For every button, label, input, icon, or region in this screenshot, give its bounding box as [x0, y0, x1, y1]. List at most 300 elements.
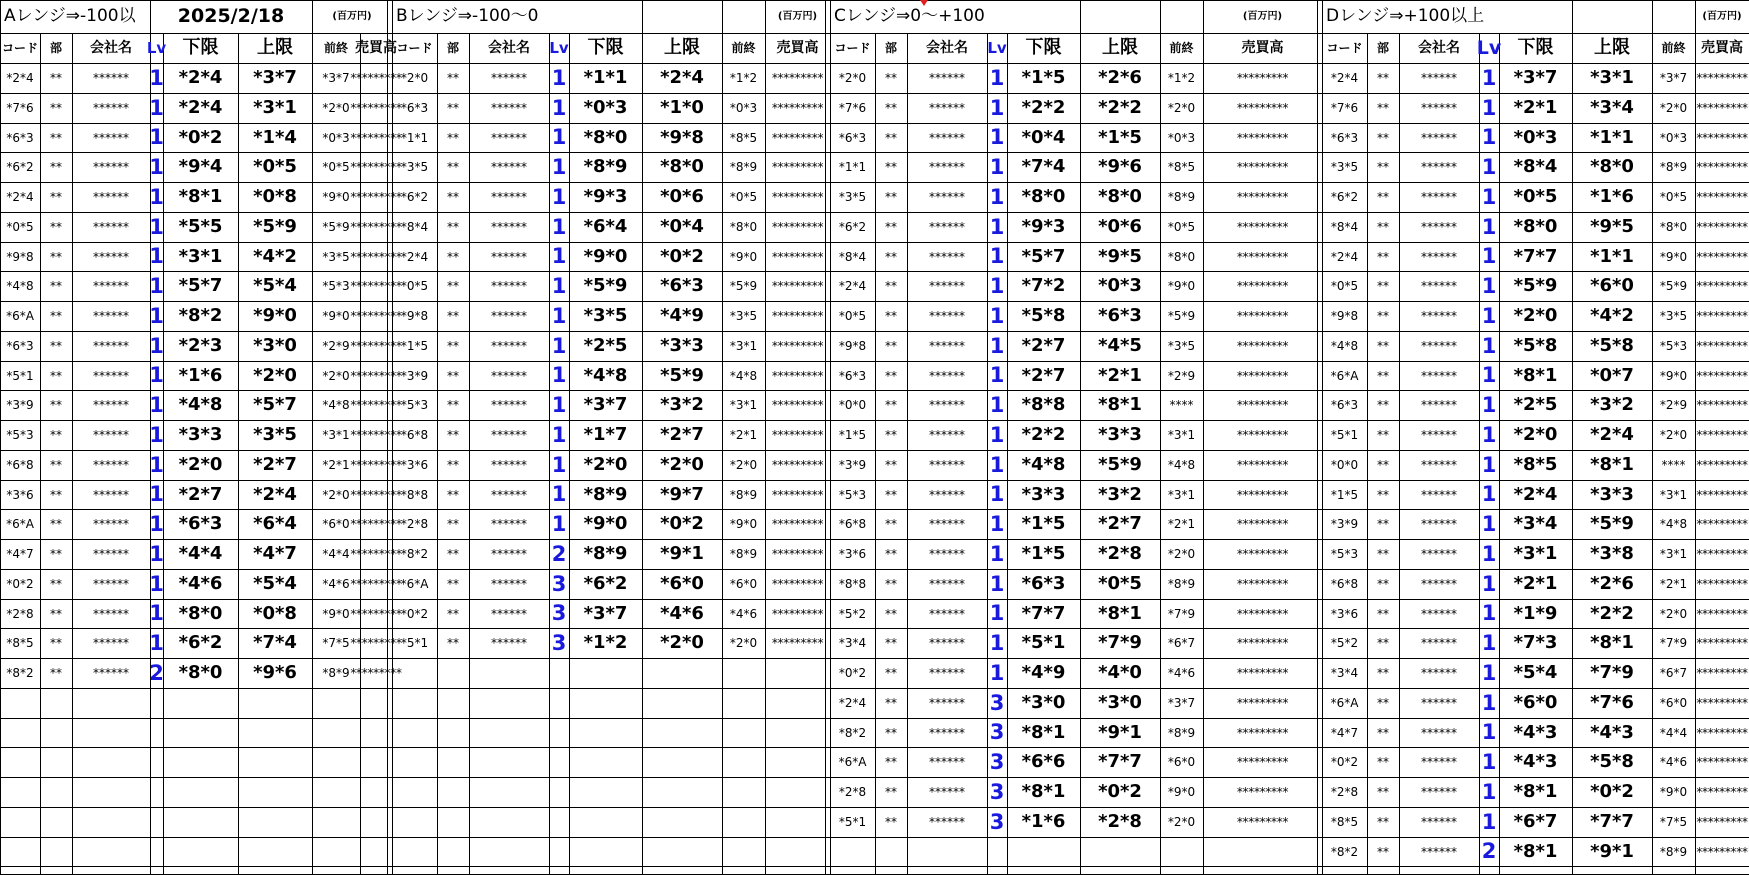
cell-upper[interactable]: *9*8: [660, 126, 704, 148]
cell-volume[interactable]: *********: [771, 101, 824, 115]
cell-bu[interactable]: **: [50, 428, 62, 442]
cell-bu[interactable]: **: [447, 249, 459, 264]
cell-company[interactable]: ******: [93, 309, 129, 323]
cell-lv[interactable]: 1: [551, 154, 567, 179]
cell-volume[interactable]: *********: [1696, 339, 1748, 353]
cell-company[interactable]: ******: [1421, 487, 1457, 502]
cell-lower[interactable]: *4*3: [1513, 751, 1558, 772]
cell-code[interactable]: *5*3: [1330, 547, 1359, 561]
cell-prev-close[interactable]: *8*9: [1167, 190, 1196, 204]
cell-lower[interactable]: *1*5: [1021, 513, 1066, 534]
cell-company[interactable]: ******: [491, 249, 527, 264]
header-upper[interactable]: 上限: [1594, 37, 1630, 58]
cell-company[interactable]: ******: [93, 636, 129, 650]
cell-lower[interactable]: *8*0: [1513, 216, 1558, 237]
cell-lv[interactable]: 1: [551, 95, 567, 120]
cell-company[interactable]: ******: [93, 577, 129, 591]
cell-upper[interactable]: *2*1: [1098, 364, 1142, 386]
cell-volume[interactable]: *********: [1236, 368, 1289, 383]
cell-lv[interactable]: 1: [551, 511, 567, 536]
cell-lower[interactable]: *6*3: [178, 513, 223, 534]
cell-upper[interactable]: *9*5: [1098, 245, 1142, 267]
cell-bu[interactable]: **: [1377, 249, 1389, 264]
cell-company[interactable]: ******: [491, 458, 527, 472]
cell-volume[interactable]: *********: [771, 487, 824, 502]
cell-upper[interactable]: *3*1: [253, 97, 297, 118]
cell-prev-close[interactable]: *8*9: [322, 666, 350, 680]
cell-upper[interactable]: *0*2: [660, 245, 704, 267]
cell-volume[interactable]: *********: [1696, 279, 1748, 293]
cell-bu[interactable]: **: [1377, 130, 1389, 145]
cell-lower[interactable]: *3*3: [178, 424, 223, 445]
cell-lv[interactable]: 3: [989, 779, 1005, 804]
cell-prev-close[interactable]: *4*6: [1659, 755, 1688, 769]
cell-prev-close[interactable]: *7*5: [322, 636, 350, 650]
cell-lower[interactable]: *8*0: [583, 126, 628, 148]
cell-lower[interactable]: *8*5: [1513, 454, 1558, 475]
unit-label-a[interactable]: (百万円): [332, 10, 372, 22]
cell-lower[interactable]: *8*1: [1513, 781, 1558, 802]
cell-upper[interactable]: *5*9: [1590, 513, 1634, 534]
cell-lower[interactable]: *4*8: [1021, 454, 1066, 475]
cell-volume[interactable]: *********: [771, 547, 824, 561]
cell-code[interactable]: *3*9: [6, 398, 34, 412]
cell-lv[interactable]: 1: [149, 244, 164, 268]
cell-prev-close[interactable]: *9*0: [1167, 785, 1196, 799]
header-bu[interactable]: 部: [446, 41, 459, 55]
cell-company[interactable]: ******: [1421, 249, 1457, 264]
cell-lower[interactable]: *1*9: [1513, 602, 1558, 624]
cell-prev-close[interactable]: *6*0: [729, 577, 758, 591]
cell-volume[interactable]: *********: [1236, 398, 1289, 412]
cell-company[interactable]: ******: [1421, 785, 1457, 799]
cell-code[interactable]: *3*6: [838, 547, 867, 561]
cell-upper[interactable]: *5*8: [1590, 751, 1634, 772]
cell-prev-close[interactable]: *9*0: [1167, 279, 1196, 293]
cell-upper[interactable]: *6*4: [253, 513, 297, 534]
cell-bu[interactable]: **: [885, 577, 897, 591]
cell-lv[interactable]: 1: [551, 244, 567, 268]
cell-lower[interactable]: *5*9: [1513, 275, 1558, 296]
cell-prev-close[interactable]: *2*9: [322, 339, 350, 353]
cell-bu[interactable]: **: [447, 577, 459, 591]
cell-upper[interactable]: *2*6: [1590, 573, 1634, 594]
cell-code[interactable]: *2*8: [1330, 785, 1359, 799]
cell-company[interactable]: ******: [491, 487, 527, 502]
cell-bu[interactable]: **: [1377, 785, 1389, 799]
cell-upper[interactable]: *5*4: [253, 573, 297, 594]
cell-code[interactable]: *2*4: [1330, 71, 1359, 85]
cell-bu[interactable]: **: [885, 815, 897, 829]
cell-code[interactable]: *6*3: [400, 101, 429, 115]
header-volume[interactable]: 売買高: [776, 40, 819, 56]
cell-upper[interactable]: *9*0: [253, 305, 297, 326]
cell-lower[interactable]: *1*6: [1021, 811, 1066, 832]
cell-lv[interactable]: 1: [149, 154, 164, 179]
cell-lv[interactable]: 1: [1481, 392, 1497, 417]
cell-code[interactable]: *8*2: [1330, 844, 1359, 859]
cell-bu[interactable]: **: [50, 339, 62, 353]
cell-code[interactable]: *5*3: [400, 398, 429, 412]
cell-lv[interactable]: 1: [1481, 303, 1497, 328]
cell-company[interactable]: ******: [1421, 666, 1457, 680]
cell-code[interactable]: *3*9: [400, 368, 429, 383]
cell-volume[interactable]: *********: [1696, 725, 1748, 740]
cell-bu[interactable]: **: [1377, 279, 1389, 293]
header-code[interactable]: コード: [1326, 41, 1363, 55]
cell-upper[interactable]: *7*9: [1590, 662, 1634, 683]
cell-prev-close[interactable]: *2*9: [1167, 368, 1196, 383]
cell-bu[interactable]: **: [1377, 398, 1389, 412]
cell-code[interactable]: *4*7: [6, 547, 34, 561]
cell-prev-close[interactable]: *6*0: [322, 517, 350, 531]
cell-upper[interactable]: *3*8: [1590, 543, 1634, 564]
cell-company[interactable]: ******: [491, 101, 527, 115]
cell-bu[interactable]: **: [885, 458, 897, 472]
cell-company[interactable]: ******: [929, 101, 965, 115]
header-upper[interactable]: 上限: [1102, 37, 1138, 58]
cell-code[interactable]: *5*3: [838, 487, 867, 502]
cell-prev-close[interactable]: *2*0: [729, 458, 758, 472]
cell-prev-close[interactable]: *6*7: [1167, 636, 1196, 650]
cell-lower[interactable]: *1*1: [583, 67, 628, 88]
cell-prev-close[interactable]: *2*0: [322, 101, 350, 115]
cell-prev-close[interactable]: *3*5: [1659, 309, 1688, 323]
cell-bu[interactable]: **: [885, 398, 897, 412]
header-code[interactable]: コード: [834, 41, 871, 55]
cell-lower[interactable]: *7*4: [1021, 156, 1066, 177]
header-lower[interactable]: 下限: [1025, 37, 1062, 58]
cell-lv[interactable]: 1: [1481, 541, 1497, 566]
cell-bu[interactable]: **: [1377, 428, 1389, 442]
cell-code[interactable]: *5*1: [6, 368, 34, 383]
cell-lower[interactable]: *3*7: [583, 394, 628, 415]
cell-company[interactable]: ******: [929, 696, 965, 710]
cell-volume[interactable]: *********: [771, 636, 824, 650]
cell-upper[interactable]: *2*6: [1098, 67, 1142, 88]
cell-prev-close[interactable]: *0*3: [322, 130, 350, 145]
cell-volume[interactable]: *********: [771, 339, 824, 353]
cell-upper[interactable]: *7*9: [1098, 632, 1142, 653]
cell-lv[interactable]: 1: [551, 452, 567, 477]
cell-lv[interactable]: 1: [551, 333, 567, 358]
cell-lower[interactable]: *6*3: [1021, 573, 1066, 594]
cell-bu[interactable]: **: [885, 101, 897, 115]
cell-company[interactable]: ******: [929, 636, 965, 650]
cell-code[interactable]: *4*8: [6, 279, 34, 293]
cell-code[interactable]: *6*2: [400, 190, 429, 204]
cell-upper[interactable]: *0*2: [660, 513, 704, 534]
cell-bu[interactable]: **: [50, 71, 62, 85]
cell-upper[interactable]: *0*4: [660, 216, 704, 237]
cell-volume[interactable]: *********: [350, 249, 402, 264]
cell-prev-close[interactable]: *7*5: [1659, 815, 1688, 829]
cell-volume[interactable]: *********: [1236, 487, 1289, 502]
cell-lv[interactable]: 1: [989, 214, 1005, 239]
cell-bu[interactable]: **: [1377, 160, 1389, 174]
cell-volume[interactable]: *********: [350, 309, 402, 323]
cell-prev-close[interactable]: *5*9: [1659, 279, 1688, 293]
cell-volume[interactable]: *********: [1696, 71, 1748, 85]
cell-lv[interactable]: 3: [551, 630, 567, 655]
cell-volume[interactable]: *********: [1696, 755, 1748, 769]
cell-upper[interactable]: *0*5: [1098, 573, 1142, 594]
header-lower[interactable]: 下限: [587, 37, 624, 58]
cell-volume[interactable]: *********: [771, 71, 824, 85]
cell-lv[interactable]: 3: [551, 571, 567, 596]
cell-volume[interactable]: *********: [1696, 101, 1748, 115]
cell-lv[interactable]: 1: [551, 392, 567, 417]
cell-lower[interactable]: *8*9: [583, 483, 628, 505]
cell-bu[interactable]: **: [50, 458, 62, 472]
cell-upper[interactable]: *3*0: [1098, 692, 1142, 713]
cell-upper[interactable]: *2*0: [660, 454, 704, 475]
cell-volume[interactable]: *********: [1696, 249, 1748, 264]
cell-upper[interactable]: *0*6: [660, 186, 704, 207]
cell-prev-close[interactable]: *4*6: [729, 606, 758, 621]
cell-volume[interactable]: *********: [1236, 577, 1289, 591]
cell-volume[interactable]: *********: [350, 398, 402, 412]
header-lv[interactable]: Lv: [1476, 36, 1502, 59]
cell-prev-close[interactable]: *2*1: [322, 458, 350, 472]
cell-upper[interactable]: *0*7: [1590, 364, 1634, 386]
cell-lv[interactable]: 1: [149, 571, 164, 596]
cell-code[interactable]: *2*8: [838, 785, 867, 799]
cell-volume[interactable]: *********: [1696, 160, 1748, 174]
cell-volume[interactable]: *********: [350, 130, 402, 145]
cell-bu[interactable]: **: [447, 190, 459, 204]
cell-prev-close[interactable]: *3*1: [1167, 428, 1196, 442]
cell-code[interactable]: *0*2: [400, 606, 429, 621]
cell-code[interactable]: *8*2: [838, 725, 867, 740]
cell-lv[interactable]: 1: [149, 125, 164, 149]
cell-prev-close[interactable]: *4*8: [1167, 458, 1196, 472]
cell-code[interactable]: *4*8: [1330, 339, 1359, 353]
cell-lower[interactable]: *8*2: [178, 305, 223, 326]
cell-lv[interactable]: 3: [989, 720, 1005, 744]
cell-bu[interactable]: **: [1377, 815, 1389, 829]
cell-upper[interactable]: *2*0: [253, 364, 297, 386]
cell-upper[interactable]: *5*9: [1098, 454, 1142, 475]
cell-prev-close[interactable]: *3*1: [1659, 547, 1688, 561]
cell-code[interactable]: *1*1: [838, 160, 867, 174]
cell-lv[interactable]: 1: [1481, 690, 1497, 715]
header-lv[interactable]: Lv: [146, 38, 167, 57]
cell-volume[interactable]: *********: [1236, 606, 1289, 621]
cell-volume[interactable]: *********: [350, 636, 402, 650]
cell-code[interactable]: *1*5: [1330, 487, 1359, 502]
cell-upper[interactable]: *9*1: [660, 543, 704, 564]
cell-code[interactable]: *0*2: [6, 577, 34, 591]
cell-company[interactable]: ******: [1421, 71, 1457, 85]
cell-code[interactable]: *3*6: [400, 458, 429, 472]
cell-company[interactable]: ******: [929, 428, 965, 442]
cell-prev-close[interactable]: *4*8: [322, 398, 350, 412]
cell-code[interactable]: *3*5: [1330, 160, 1359, 174]
cell-lv[interactable]: 1: [989, 630, 1005, 655]
cell-code[interactable]: *6*A: [838, 755, 867, 769]
cell-volume[interactable]: *********: [1696, 309, 1748, 323]
cell-code[interactable]: *5*3: [6, 428, 34, 442]
cell-lower[interactable]: *2*7: [1021, 335, 1066, 356]
cell-lower[interactable]: *9*3: [1021, 216, 1066, 237]
cell-company[interactable]: ******: [1421, 368, 1457, 383]
cell-company[interactable]: ******: [929, 517, 965, 531]
cell-bu[interactable]: **: [447, 547, 459, 561]
cell-company[interactable]: ******: [491, 398, 527, 412]
cell-lower[interactable]: *8*0: [178, 602, 223, 624]
cell-company[interactable]: ******: [93, 71, 129, 85]
cell-company[interactable]: ******: [929, 606, 965, 621]
cell-prev-close[interactable]: *5*9: [322, 220, 350, 234]
cell-volume[interactable]: *********: [771, 398, 824, 412]
header-bu[interactable]: 部: [1376, 41, 1389, 55]
cell-bu[interactable]: **: [447, 458, 459, 472]
cell-bu[interactable]: **: [50, 398, 62, 412]
cell-bu[interactable]: **: [1377, 190, 1389, 204]
cell-lower[interactable]: *2*1: [1513, 97, 1558, 118]
cell-upper[interactable]: *1*0: [660, 97, 704, 118]
cell-upper[interactable]: *7*7: [1098, 751, 1142, 772]
cell-lower[interactable]: *2*5: [1513, 394, 1558, 415]
cell-company[interactable]: ******: [1421, 101, 1457, 115]
cell-company[interactable]: ******: [1421, 636, 1457, 650]
cell-bu[interactable]: **: [50, 279, 62, 293]
cell-code[interactable]: *6*2: [1330, 190, 1359, 204]
cell-code[interactable]: *0*5: [400, 279, 429, 293]
cell-code[interactable]: *6*8: [400, 428, 429, 442]
cell-company[interactable]: ******: [929, 339, 965, 353]
cell-code[interactable]: *8*8: [838, 577, 867, 591]
cell-upper[interactable]: *2*7: [1098, 513, 1142, 534]
cell-lower[interactable]: *2*4: [178, 97, 223, 118]
cell-lower[interactable]: *8*9: [583, 156, 628, 177]
cell-bu[interactable]: **: [1377, 755, 1389, 769]
cell-bu[interactable]: **: [885, 428, 897, 442]
cell-lv[interactable]: 3: [989, 690, 1005, 715]
cell-company[interactable]: ******: [93, 547, 129, 561]
cell-lower[interactable]: *4*8: [178, 394, 223, 415]
cell-lower[interactable]: *1*6: [178, 364, 223, 386]
cell-upper[interactable]: *1*1: [1590, 245, 1634, 267]
cell-volume[interactable]: *********: [771, 368, 824, 383]
cell-code[interactable]: *3*6: [6, 487, 34, 502]
cell-prev-close[interactable]: *4*4: [322, 547, 350, 561]
cell-volume[interactable]: *********: [1236, 101, 1289, 115]
cell-company[interactable]: ******: [491, 577, 527, 591]
cell-lv[interactable]: 3: [551, 601, 567, 625]
cell-bu[interactable]: **: [447, 636, 459, 650]
cell-lv[interactable]: 1: [1481, 809, 1497, 834]
cell-upper[interactable]: *3*7: [253, 67, 297, 88]
cell-bu[interactable]: **: [885, 249, 897, 264]
cell-code[interactable]: *6*3: [1330, 130, 1359, 145]
cell-company[interactable]: ******: [491, 517, 527, 531]
cell-company[interactable]: ******: [93, 428, 129, 442]
header-prev[interactable]: 前終: [1661, 41, 1686, 55]
cell-volume[interactable]: *********: [1696, 636, 1748, 650]
header-volume[interactable]: 売買高: [1241, 40, 1284, 56]
cell-lv[interactable]: 2: [551, 541, 567, 566]
cell-upper[interactable]: *2*4: [253, 483, 297, 505]
cell-bu[interactable]: **: [50, 487, 62, 502]
cell-company[interactable]: ******: [929, 547, 965, 561]
cell-code[interactable]: *8*5: [1330, 815, 1359, 829]
cell-company[interactable]: ******: [1421, 517, 1457, 531]
header-bu[interactable]: 部: [49, 41, 62, 55]
cell-lv[interactable]: 1: [149, 95, 164, 120]
cell-prev-close[interactable]: *5*9: [1167, 309, 1196, 323]
cell-volume[interactable]: *********: [1236, 279, 1289, 293]
cell-upper[interactable]: *8*0: [1098, 186, 1142, 207]
cell-lower[interactable]: *0*4: [1021, 126, 1066, 148]
cell-lv[interactable]: 1: [149, 482, 164, 506]
cell-lower[interactable]: *5*7: [1021, 245, 1066, 267]
cell-upper[interactable]: *4*0: [1098, 662, 1142, 683]
cell-code[interactable]: *2*4: [838, 279, 867, 293]
cell-lower[interactable]: *5*5: [178, 216, 223, 237]
cell-bu[interactable]: **: [50, 101, 62, 115]
cell-lv[interactable]: 1: [551, 214, 567, 239]
cell-code[interactable]: *0*2: [1330, 755, 1359, 769]
cell-prev-close[interactable]: *3*7: [322, 71, 350, 85]
cell-bu[interactable]: **: [447, 71, 459, 85]
cell-bu[interactable]: **: [50, 666, 62, 680]
cell-code[interactable]: *3*4: [838, 636, 867, 650]
cell-bu[interactable]: **: [1377, 517, 1389, 531]
cell-upper[interactable]: *4*2: [1590, 305, 1634, 326]
cell-company[interactable]: ******: [1421, 339, 1457, 353]
header-code[interactable]: コード: [396, 41, 433, 55]
cell-company[interactable]: ******: [491, 220, 527, 234]
cell-prev-close[interactable]: *9*0: [322, 309, 350, 323]
cell-prev-close[interactable]: *8*9: [729, 160, 758, 174]
cell-lower[interactable]: *8*1: [178, 186, 223, 207]
cell-lv[interactable]: 1: [989, 125, 1005, 149]
cell-volume[interactable]: *********: [1696, 368, 1748, 383]
cell-prev-close[interactable]: *2*9: [1659, 398, 1688, 412]
cell-company[interactable]: ******: [491, 606, 527, 621]
cell-prev-close[interactable]: *0*3: [1167, 130, 1196, 145]
cell-lower[interactable]: *6*2: [178, 632, 223, 653]
header-prev[interactable]: 前終: [323, 41, 348, 55]
cell-volume[interactable]: *********: [1236, 130, 1289, 145]
cell-bu[interactable]: **: [447, 487, 459, 502]
cell-code[interactable]: *2*4: [6, 190, 34, 204]
cell-lower[interactable]: *0*3: [583, 97, 628, 118]
cell-code[interactable]: *9*8: [6, 249, 34, 264]
cell-company[interactable]: ******: [1421, 844, 1457, 859]
cell-prev-close[interactable]: *2*0: [729, 636, 758, 650]
cell-company[interactable]: ******: [1421, 696, 1457, 710]
cell-bu[interactable]: **: [885, 368, 897, 383]
cell-company[interactable]: ******: [491, 547, 527, 561]
cell-code[interactable]: *6*3: [6, 339, 34, 353]
cell-bu[interactable]: **: [1377, 696, 1389, 710]
cell-lower[interactable]: *9*0: [583, 513, 628, 534]
cell-bu[interactable]: **: [50, 577, 62, 591]
cell-prev-close[interactable]: *2*1: [1167, 517, 1196, 531]
cell-volume[interactable]: *********: [1696, 844, 1748, 859]
cell-prev-close[interactable]: *5*3: [322, 279, 350, 293]
cell-code[interactable]: *5*2: [838, 606, 867, 621]
cell-upper[interactable]: *5*4: [253, 275, 297, 296]
cell-upper[interactable]: *0*6: [1098, 216, 1142, 237]
cell-upper[interactable]: *9*6: [253, 662, 297, 683]
cell-lower[interactable]: *6*6: [1021, 751, 1066, 772]
cell-volume[interactable]: *********: [771, 279, 824, 293]
cell-volume[interactable]: *********: [1236, 755, 1289, 769]
